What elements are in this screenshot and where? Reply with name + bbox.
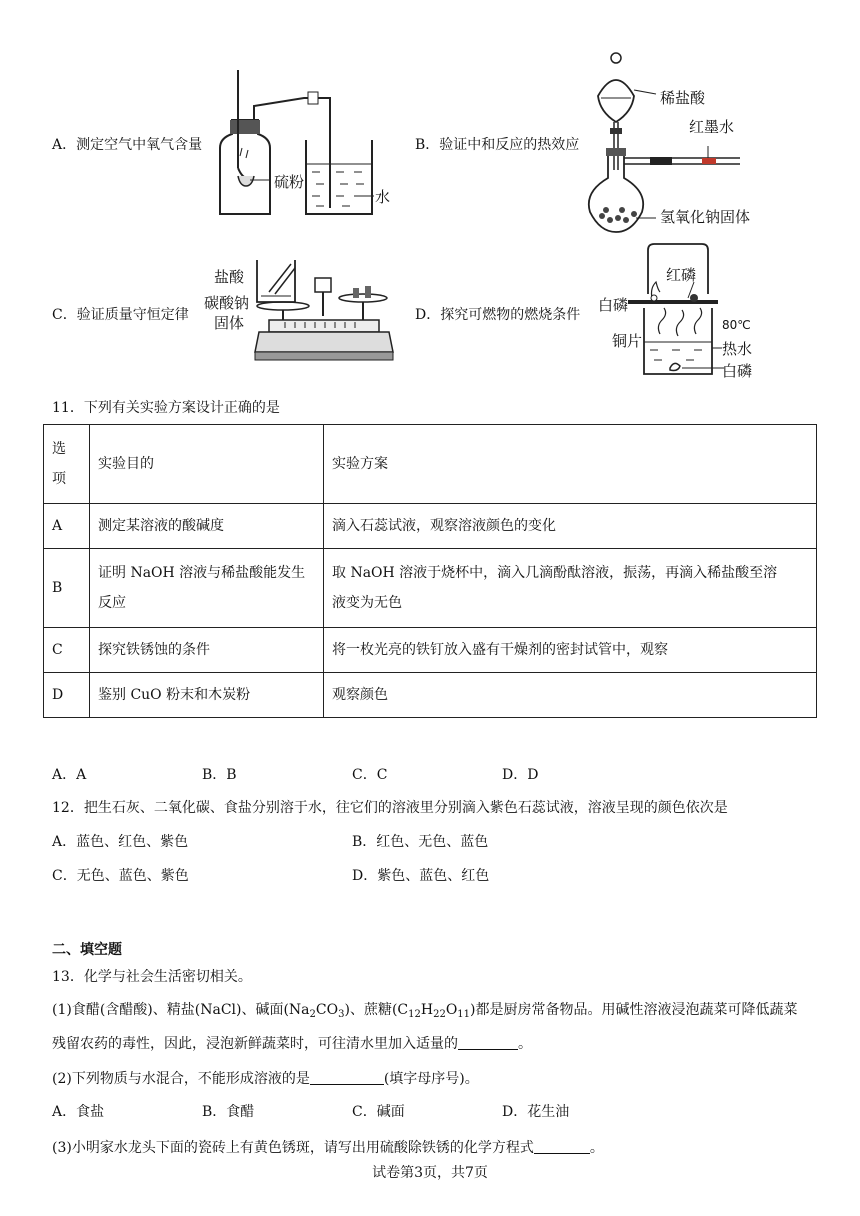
q10-option-c: C．验证质量守恒定律 xyxy=(52,307,189,323)
q13-part3: (3)小明家水龙头下面的瓷砖上有黄色锈斑，请写出用硫酸除铁锈的化学方程式 。 xyxy=(52,1140,604,1156)
table-row xyxy=(44,504,817,549)
page-footer: 试卷第3页，共7页 xyxy=(372,1165,488,1181)
q11-choice-b: B．B xyxy=(202,767,237,783)
label-white-phosphorus-top: 白磷 xyxy=(598,296,629,314)
q12-choice-a: A．蓝色、红色、紫色 xyxy=(52,834,189,850)
q13-choice-d: D．花生油 xyxy=(502,1104,570,1120)
q11-table xyxy=(43,424,817,718)
q12-choice-c: C．无色、蓝色、紫色 xyxy=(52,868,189,884)
answer-blank[interactable] xyxy=(534,1139,590,1154)
q13-part1-line2: 残留农药的毒性，因此，浸泡新鲜蔬菜时，可往清水里加入适量的 。 xyxy=(52,1036,532,1052)
row-purpose: 鉴别 CuO 粉末和木炭粉 xyxy=(90,673,324,718)
label-naoh-solid: 氢氧化钠固体 xyxy=(660,208,751,226)
label-white-phosphorus-bottom: 白磷 xyxy=(722,362,753,380)
q10-option-b: B．验证中和反应的热效应 xyxy=(415,137,580,153)
label-hcl: 盐酸 xyxy=(214,268,245,286)
row-plan: 取 NaOH 溶液于烧杯中，滴入几滴酚酞溶液，振荡，再滴入稀盐酸至溶 液变为无色 xyxy=(324,549,817,628)
q13-choice-c: C．碱面 xyxy=(352,1104,405,1120)
header-purpose: 实验目的 xyxy=(90,425,324,504)
q10-option-d: D．探究可燃物的燃烧条件 xyxy=(415,307,581,323)
row-purpose: 探究铁锈蚀的条件 xyxy=(90,628,324,673)
row-option: A xyxy=(44,504,90,549)
label-na2co3-line1: 碳酸钠 xyxy=(204,294,250,312)
q11-choice-c: C．C xyxy=(352,767,388,783)
section-title: 二、填空题 xyxy=(52,942,122,958)
q13-choice-b: B．食醋 xyxy=(202,1104,255,1120)
row-purpose: 测定某溶液的酸碱度 xyxy=(90,504,324,549)
q12-choice-d: D．紫色、蓝色、红色 xyxy=(352,868,490,884)
q11-choice-d: D．D xyxy=(502,767,539,783)
figure-neutralization-apparatus xyxy=(592,42,752,232)
figure-oxygen-apparatus xyxy=(210,68,400,218)
label-red-phosphorus: 红磷 xyxy=(666,266,697,284)
row-plan: 观察颜色 xyxy=(324,673,817,718)
row-plan: 将一枚光亮的铁钉放入盛有干燥剂的密封试管中，观察 xyxy=(324,628,817,673)
row-purpose: 证明 NaOH 溶液与稀盐酸能发生 反应 xyxy=(90,549,324,628)
q10-option-a: A．测定空气中氧气含量 xyxy=(52,137,203,153)
label-copper-sheet: 铜片 xyxy=(612,332,643,350)
q11-stem: 11．下列有关实验方案设计正确的是 xyxy=(52,400,280,416)
label-na2co3-line2: 固体 xyxy=(214,314,245,332)
row-option: C xyxy=(44,628,90,673)
answer-blank[interactable] xyxy=(458,1035,518,1050)
q13-stem: 13．化学与社会生活密切相关。 xyxy=(52,969,252,985)
q12-choice-b: B．红色、无色、蓝色 xyxy=(352,834,489,850)
figure-combustion-apparatus xyxy=(628,242,728,378)
label-sulfur: 硫粉 xyxy=(274,173,305,191)
table-row xyxy=(44,549,817,628)
q12-stem: 12．把生石灰、二氧化碳、食盐分别溶于水，往它们的溶液里分别滴入紫色石蕊试液，溶液呈现的颜色依次是 xyxy=(52,800,728,816)
label-temperature: 80℃ xyxy=(722,318,751,332)
label-hot-water: 热水 xyxy=(722,340,753,358)
label-red-ink: 红墨水 xyxy=(689,118,735,136)
label-water: 水 xyxy=(375,188,391,206)
table-header-row xyxy=(44,425,817,504)
header-option: 选 项 xyxy=(44,425,90,504)
answer-blank[interactable] xyxy=(310,1070,384,1085)
q13-choice-a: A．食盐 xyxy=(52,1104,105,1120)
header-plan: 实验方案 xyxy=(324,425,817,504)
table-row xyxy=(44,628,817,673)
row-option: D xyxy=(44,673,90,718)
q11-choice-a: A．A xyxy=(52,767,87,783)
table-row xyxy=(44,673,817,718)
label-dilute-hcl: 稀盐酸 xyxy=(660,89,706,107)
q13-part2: (2)下列物质与水混合，不能形成溶液的是 (填字母序号)。 xyxy=(52,1071,479,1087)
q13-part1-line1: (1)食醋(含醋酸)、精盐(NaCl)、碱面$(Na_2CO_3)$、蔗糖$(C_{12}H_{22}O_{11})$都是厨房常备物品。用碱性溶液浸泡蔬菜可降低蔬菜 xyxy=(52,1002,798,1020)
row-plan: 滴入石蕊试液，观察溶液颜色的变化 xyxy=(324,504,817,549)
row-option: B xyxy=(44,549,90,628)
figure-balance-apparatus xyxy=(255,256,395,364)
